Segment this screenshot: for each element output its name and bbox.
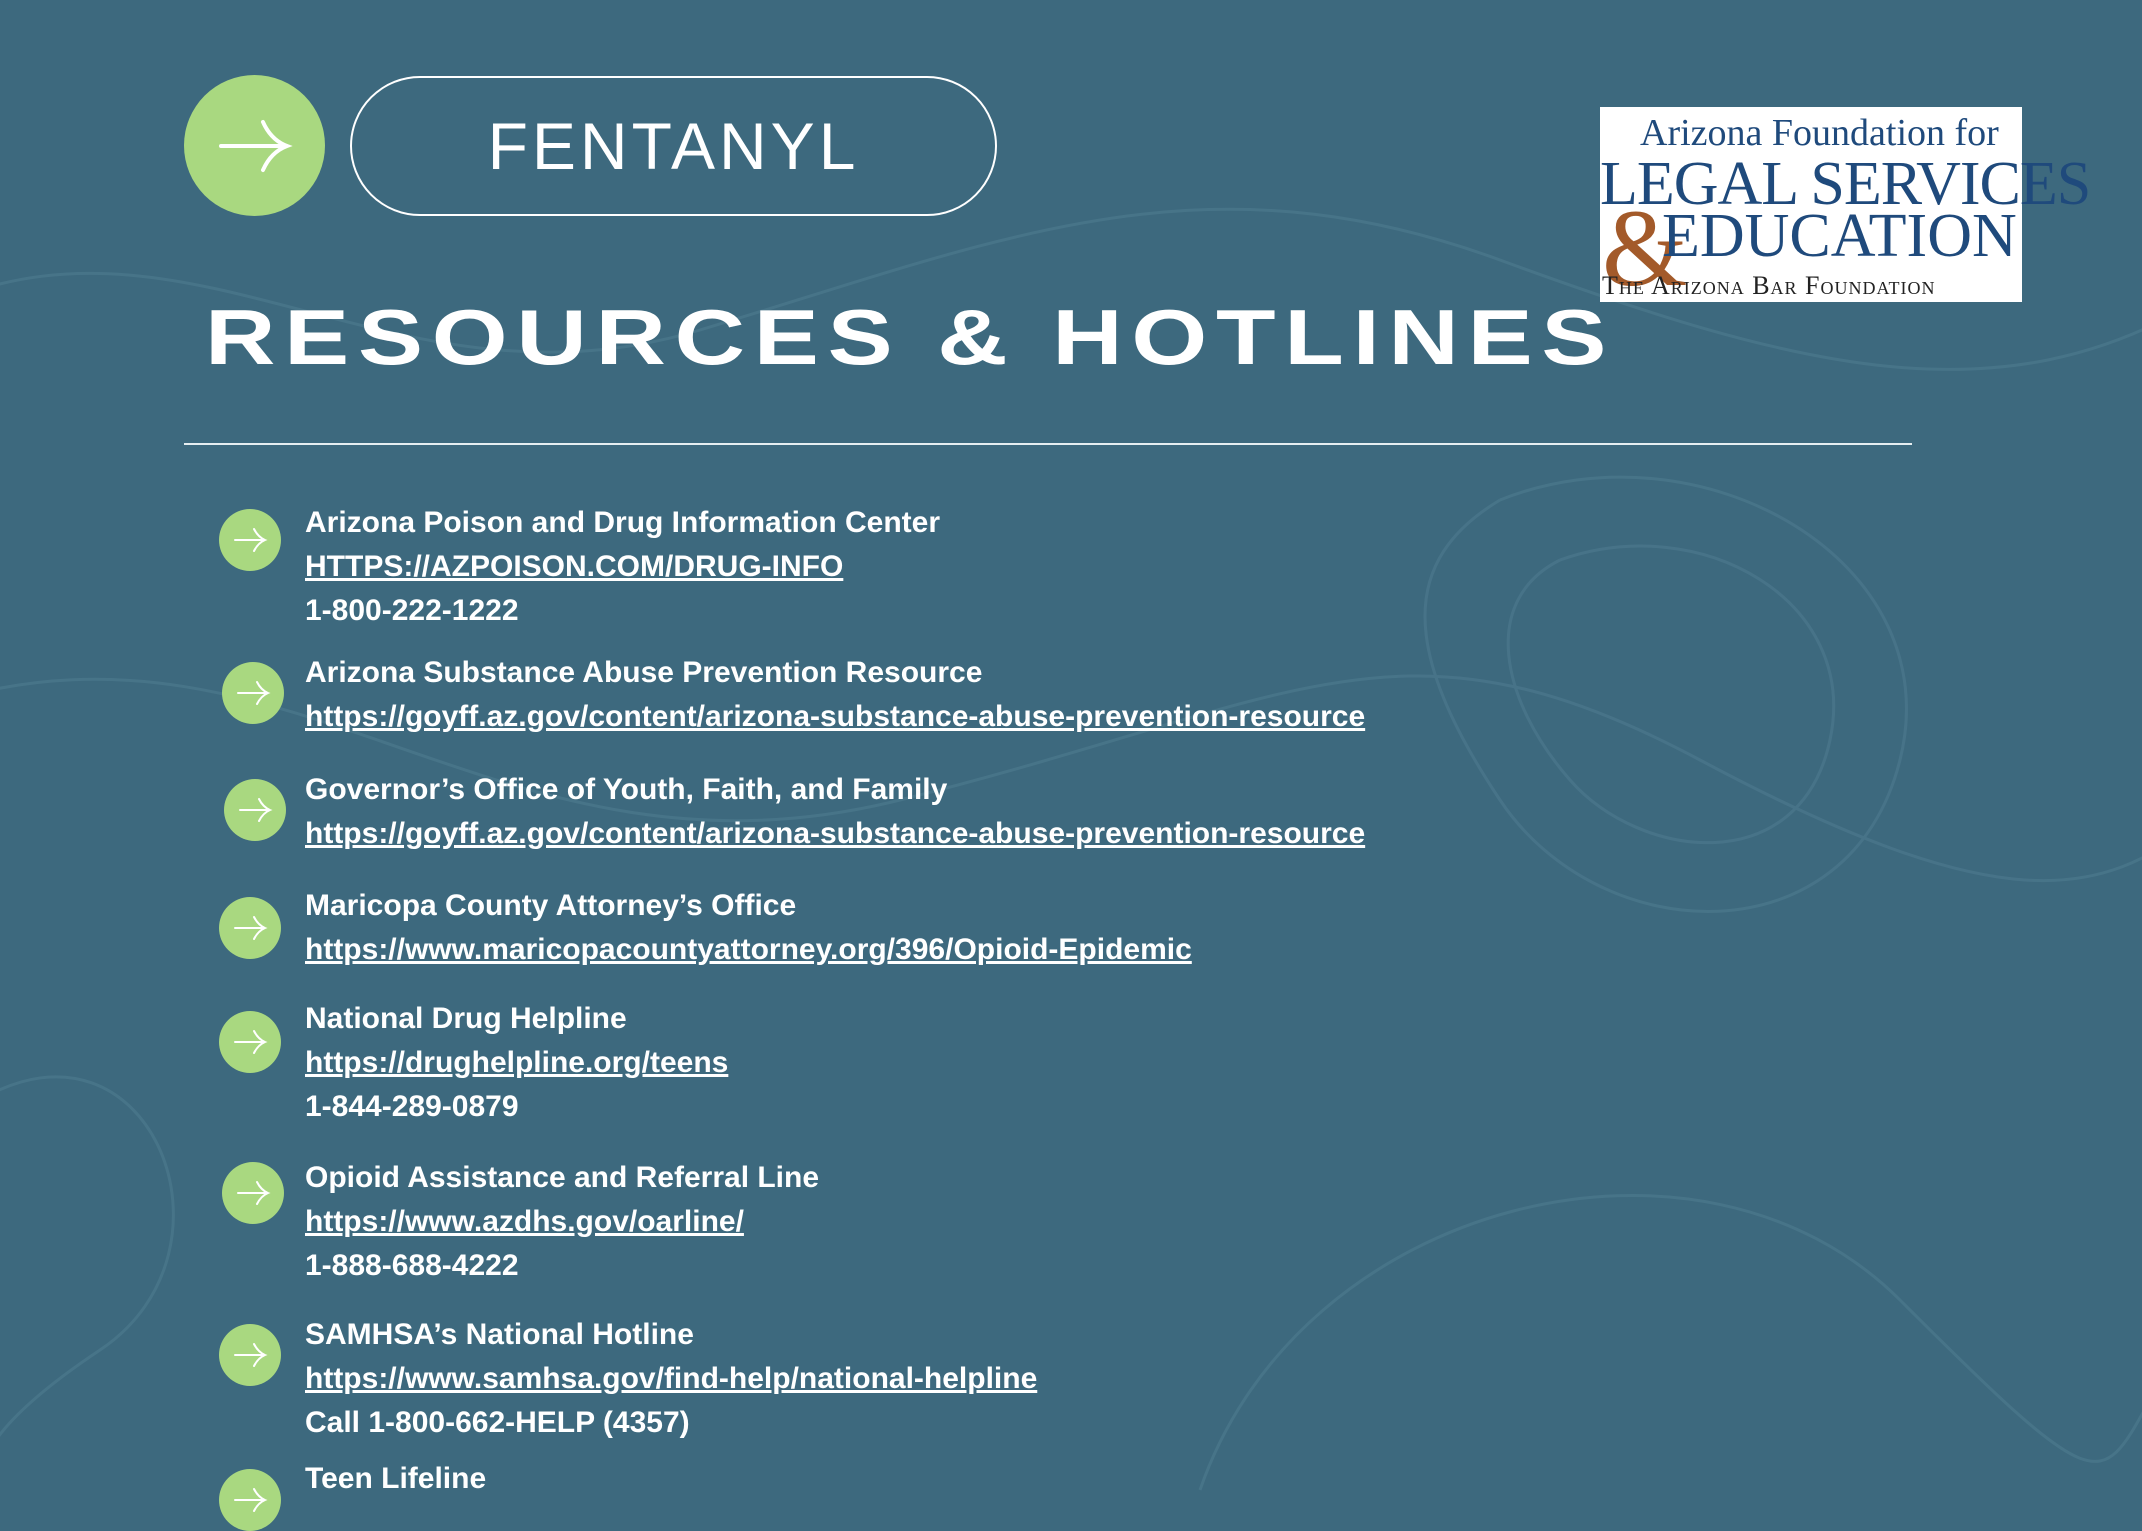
logo-ampersand: & bbox=[1602, 187, 1688, 309]
resource-link[interactable]: https://drughelpline.org/teens bbox=[305, 1046, 729, 1079]
resource-name: Maricopa County Attorney’s Office bbox=[305, 889, 797, 922]
resource-link[interactable]: https://goyff.az.gov/content/arizona-substance-abuse-prevention-resource bbox=[305, 700, 1366, 733]
resource-link[interactable]: https://www.samhsa.gov/find-help/national-helpline bbox=[305, 1362, 1038, 1395]
bullet-arrow bbox=[219, 1324, 281, 1386]
resource-phone: 1-888-688-4222 bbox=[305, 1249, 519, 1282]
arrow-right-icon bbox=[235, 1179, 271, 1207]
bullet-arrow bbox=[222, 1162, 284, 1224]
arrow-right-icon bbox=[232, 1341, 268, 1369]
arrow-right-icon bbox=[237, 796, 273, 824]
divider bbox=[184, 443, 1912, 445]
arrow-right-icon bbox=[232, 1486, 268, 1514]
bullet-arrow bbox=[219, 897, 281, 959]
arrow-badge bbox=[184, 75, 325, 216]
bullet-arrow bbox=[219, 1011, 281, 1073]
resource-name: Arizona Poison and Drug Information Center bbox=[305, 506, 941, 539]
bullet-arrow bbox=[219, 1469, 281, 1531]
resource-link[interactable]: HTTPS://AZPOISON.COM/DRUG-INFO bbox=[305, 550, 844, 583]
bullet-arrow bbox=[222, 662, 284, 724]
list-item bbox=[305, 884, 1192, 972]
resource-link[interactable]: https://www.maricopacountyattorney.org/396/Opioid-Epidemic bbox=[305, 933, 1192, 966]
resource-name: National Drug Helpline bbox=[305, 1002, 627, 1035]
list-item bbox=[305, 997, 728, 1129]
list-item bbox=[305, 768, 1365, 856]
topic-tag: FENTANYL bbox=[350, 76, 997, 216]
arrow-right-icon bbox=[235, 679, 271, 707]
resource-name: Teen Lifeline bbox=[305, 1462, 487, 1495]
bullet-arrow bbox=[219, 509, 281, 571]
list-item bbox=[305, 501, 940, 633]
bullet-arrow bbox=[224, 779, 286, 841]
logo-line3: EDUCATION bbox=[1662, 202, 2017, 270]
logo-line4: The Arizona Bar Foundation bbox=[1602, 271, 1936, 300]
resource-phone: Call 1-800-662-HELP (4357) bbox=[305, 1406, 690, 1439]
list-item bbox=[305, 651, 1365, 739]
resource-phone: 1-800-222-1222 bbox=[305, 594, 519, 627]
resource-name: Governor’s Office of Youth, Faith, and Family bbox=[305, 773, 948, 806]
logo-line1: Arizona Foundation for bbox=[1640, 112, 1999, 154]
resource-name: Arizona Substance Abuse Prevention Resource bbox=[305, 656, 983, 689]
resource-link[interactable]: https://www.azdhs.gov/oarline/ bbox=[305, 1205, 744, 1238]
arrow-right-icon bbox=[232, 526, 268, 554]
list-item bbox=[305, 1457, 486, 1501]
resource-phone: 1-844-289-0879 bbox=[305, 1090, 519, 1123]
page-title: RESOURCES & HOTLINES bbox=[205, 293, 1616, 381]
resource-name: SAMHSA’s National Hotline bbox=[305, 1318, 694, 1351]
arrow-right-icon bbox=[215, 116, 295, 176]
logo-line2: LEGAL SERVICES bbox=[1600, 150, 2091, 218]
list-item bbox=[305, 1156, 819, 1288]
foundation-logo bbox=[1600, 107, 2091, 309]
arrow-right-icon bbox=[232, 914, 268, 942]
resource-link[interactable]: https://goyff.az.gov/content/arizona-substance-abuse-prevention-resource bbox=[305, 817, 1366, 850]
resource-name: Opioid Assistance and Referral Line bbox=[305, 1161, 820, 1194]
arrow-right-icon bbox=[232, 1028, 268, 1056]
list-item bbox=[305, 1313, 1037, 1445]
